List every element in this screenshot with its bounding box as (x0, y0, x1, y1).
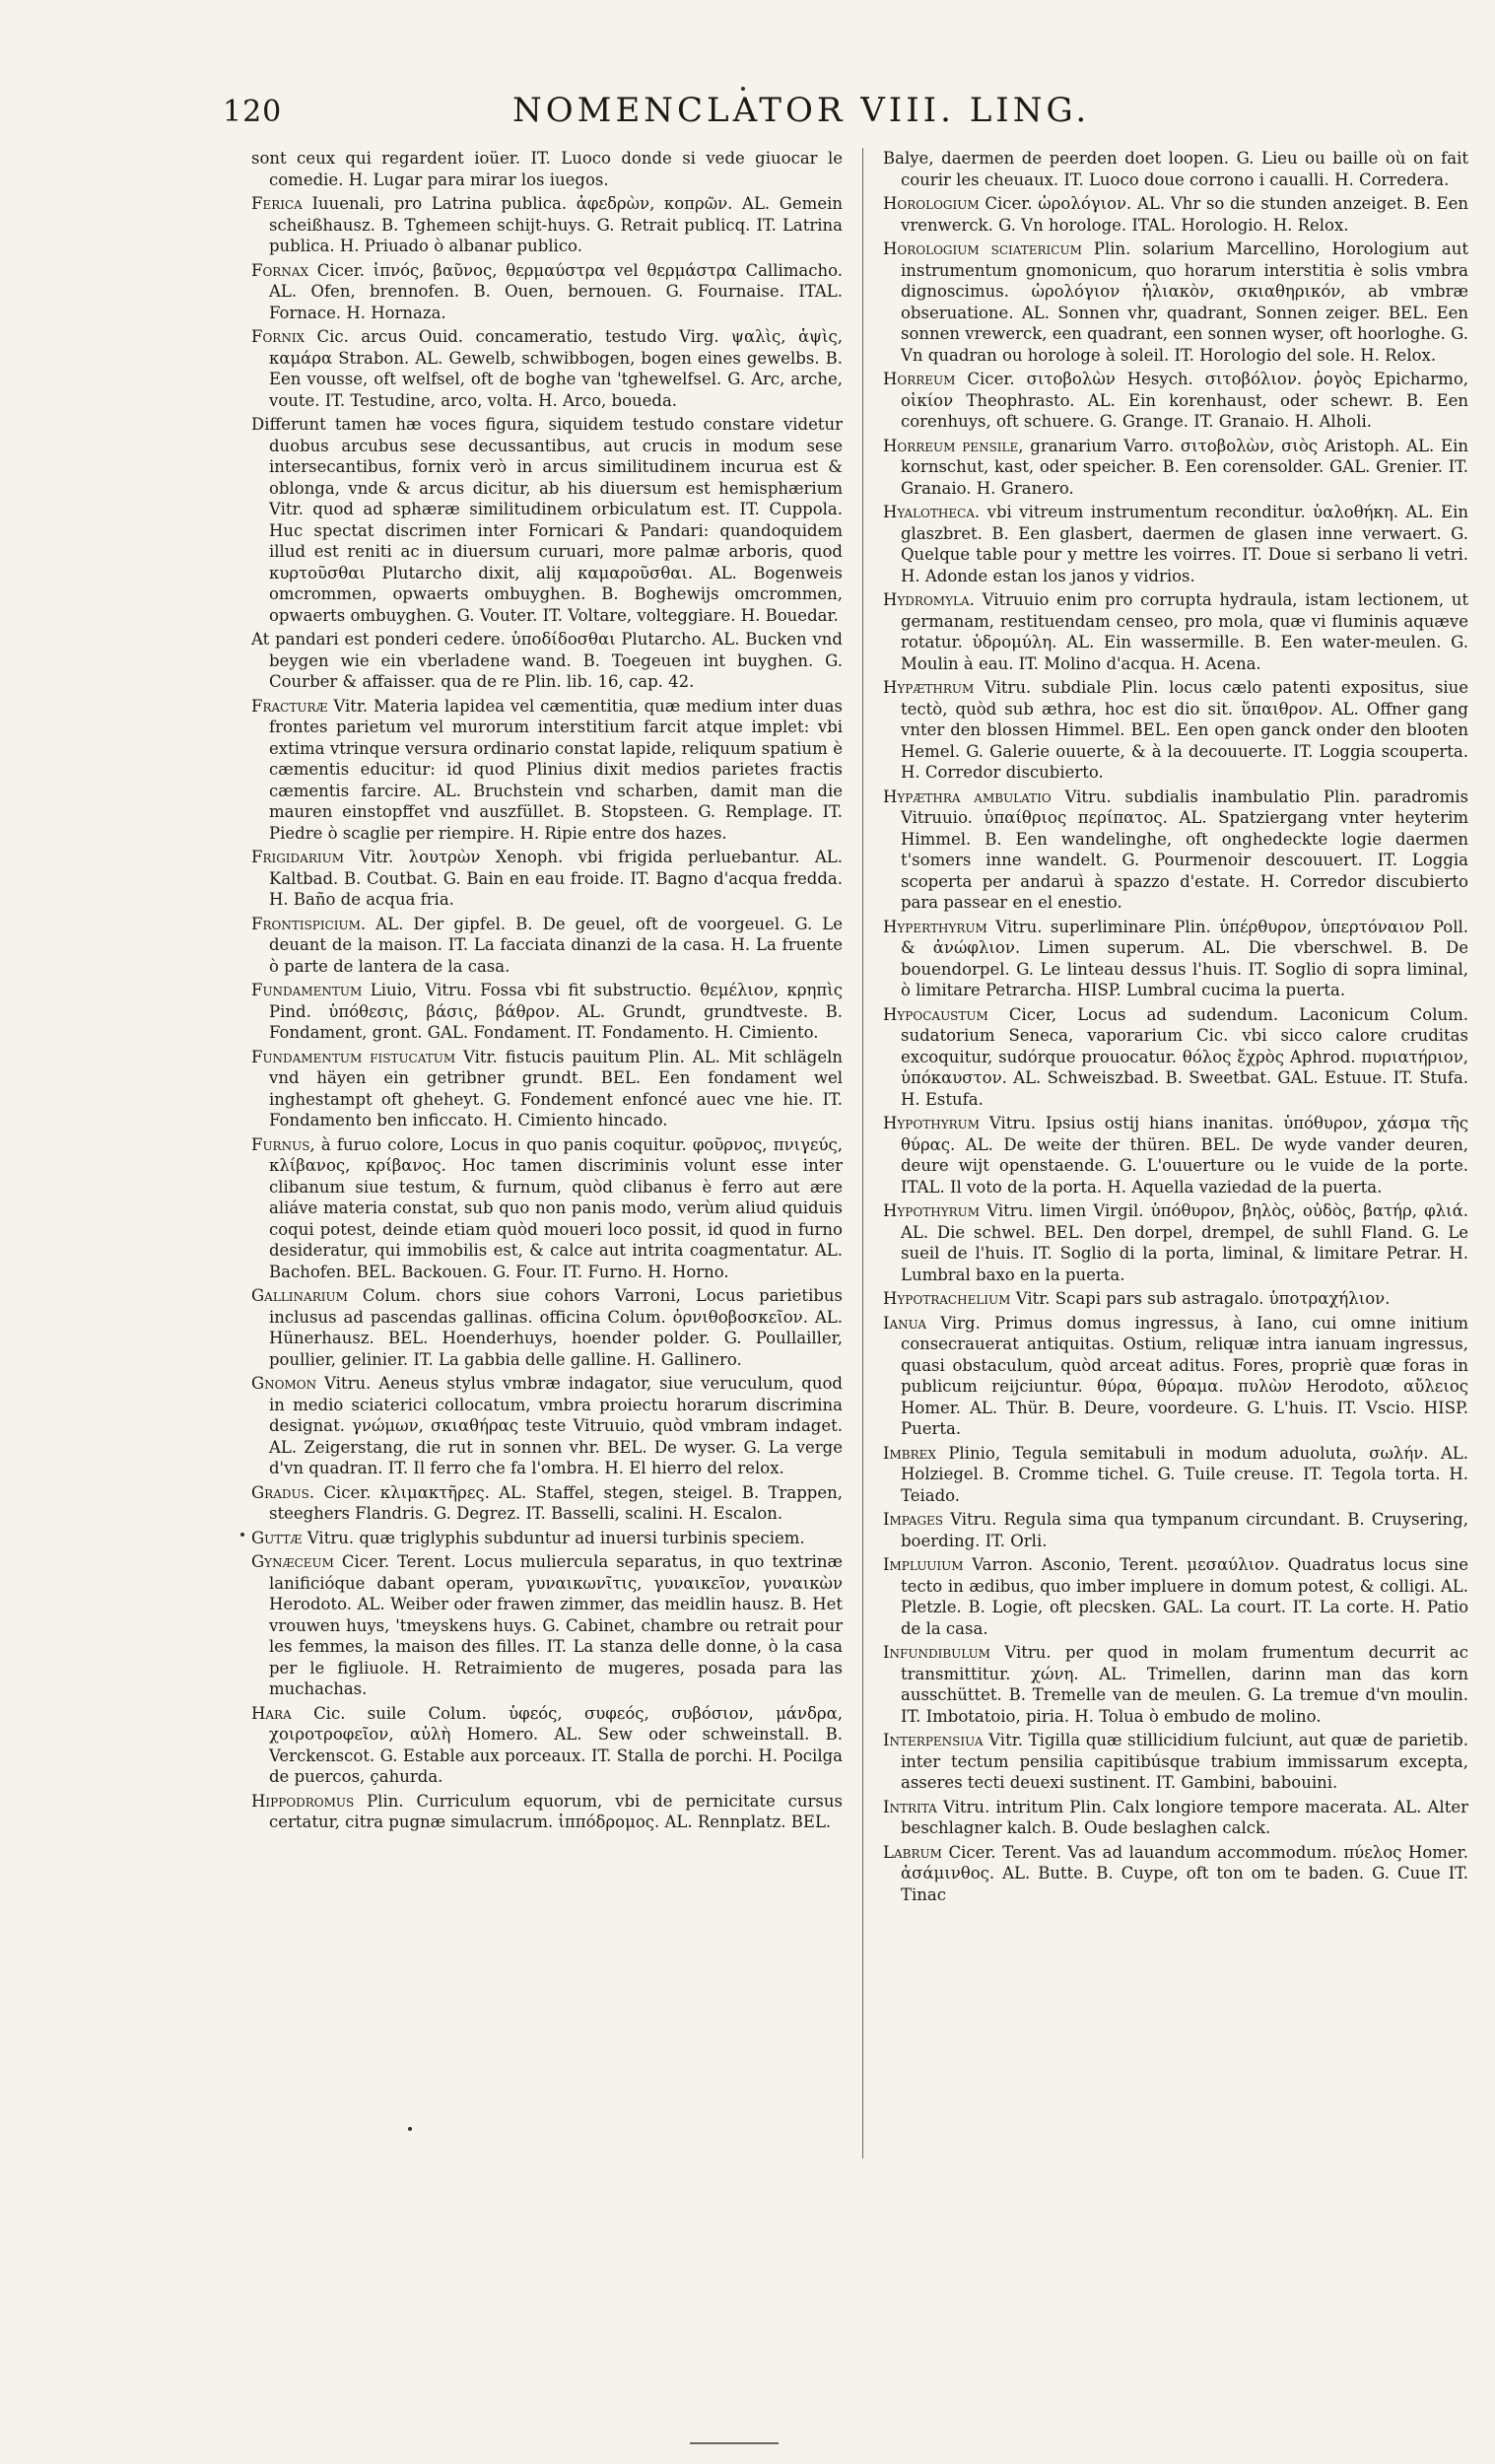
headword: Imbrex (883, 1443, 936, 1463)
dictionary-entry (251, 148, 843, 190)
dictionary-entry (251, 696, 843, 845)
entry-text: Cicer. ὡρολόγιον. AL. Vhr so die stunden anzeiget. B. Een vrenwerck. G. Vn horologe. ITAL. Horologio. H. Relox. (901, 194, 1468, 235)
entry-text: Vitru. superliminare Plin. ὑπέρθυρον, ὑπερτόναιον Poll. & ἀνώφλιον. Limen superum. AL. Die vberschwel. B. De bouendorpel. G. Le linteau dessus l'huis. IT. Soglio di sopra liminal, ò limitare Petrarcha. HISP. Lumbral cucima la puerta. (901, 917, 1468, 999)
headword: Furnus, (251, 1134, 315, 1154)
dictionary-entry (251, 260, 843, 324)
entry-text: Vitru. Regula sima qua tympanum circundant. B. Cruysering, boerding. IT. Orli. (901, 1510, 1468, 1550)
entry-text: Cicer. Terent. Locus muliercula separatus, in quo textrinæ lanificióque dabant operam, γυναικωνῖτις, γυναικεῖον, γυναικὼν Herodoto. AL. Weiber oder frawen zimmer, das meidlin hausz. B. Het vrouwen huys, 'tmeyskens huys. G. Cabinet, chambre ou retrait pour les femmes, la maison des filles. IT. La stanza delle donne, ò la casa per le figliuole. H. Retraimiento de mugeres, posada para las muchachas. (269, 1552, 843, 1698)
entry-text: Liuio, Vitru. Fossa vbi fit substructio. θεμέλιον, κρηπὶς Pind. ὑπόθεσις, βάσις, βάθρον. AL. Grundt, grundtveste. B. Fondament, gront. GAL. Fondament. IT. Fondamento. H. Cimiento. (269, 981, 843, 1042)
headword: Hypothyrum (883, 1114, 981, 1132)
dictionary-entry (883, 677, 1468, 784)
entry-text: Vitru. Ipsius ostij hians inanitas. ὑπόθυρον, χάσμα τῆς θύρας. AL. De weite der thüren. BEL. De wyde vander deuren, deure wijt openstaende. G. L'ouuerture ou le vuide de la porte. ITAL. Il voto de la porta. H. Aquella vaziedad de la puerta. (901, 1114, 1468, 1197)
dictionary-entry (883, 369, 1468, 433)
dictionary-entry (251, 629, 843, 693)
dictionary-entry (251, 1285, 843, 1370)
headword: Gradus. (251, 1482, 315, 1502)
dictionary-entry (883, 1288, 1468, 1310)
entry-text: Vitru. subdiale Plin. locus cælo patenti expositus, siue tectò, quòd sub æthra, hoc est dio sit. ὕπαιθρον. AL. Offner gang vnter den blossen Himmel. BEL. Een open ganck onder den blooten Hemel. G. Galerie ouuerte, & à la decouuerte. IT. Loggia scouperta. H. Corredor discubierto. (901, 678, 1468, 782)
entry-text: Differunt tamen hæ voces figura, siquidem testudo constare videtur duobus arcubus sese decussantibus, aut crucis in modum sese intersecantibus, fornix verò in arcus similitudinem incurua est & oblonga, vnde & arcus dicitur, ab his diuersum est hemisphærium Vitr. quod ad sphæræ similitudinem orbiculatum est. IT. Cuppola. Huc spectat discrimen inter Fornicari & Pandari: quandoquidem illud est reniti ac in diuersum curuari, more palmæ arboris, quod κυρτοῦσθαι Plutarcho dixit, alij καμαροῦσθαι. AL. Bogenweis omcrommen, opwaerts ombuyghen. B. Boghewijs omcrommen, opwaerts ombuyghen. G. Vouter. IT. Voltare, volteggiare. H. Bouedar. (251, 415, 843, 625)
dictionary-entry (251, 1134, 843, 1283)
entry-text: Cicer, Locus ad sudendum. Laconicum Colum. sudatorium Seneca, vaporarium Cic. vbi sicco calore cruditas excoquitur, sudórque prouocatur. θόλος ἔχρὸς Aphrod. πυριατήριον, ὑπόκαυστον. AL. Schweiszbad. B. Sweetbat. GAL. Estuue. IT. Stufa. H. Estufa. (901, 1004, 1468, 1109)
headword: Gynæceum (251, 1552, 334, 1571)
entry-text: Vitr. Scapi pars sub astragalo. ὑποτραχήλιον. (1015, 1289, 1391, 1308)
entry-text: Colum. chors siue cohors Varroni, Locus parietibus inclusus ad pascendas gallinas. officina Colum. ὀρνιθοβοσκεῖον. AL. Hünerhausz. BEL. Hoenderhuys, hoender polder. G. Poullailler, poullier, gelinier. IT. La gabbia delle galline. H. Gallinero. (269, 1286, 843, 1369)
column-divider (862, 148, 863, 2158)
entry-text: Cic. arcus Ouid. concameratio, testudo Virg. ψαλὶς, ἁψὶς, καμάρα Strabon. AL. Gewelb, schwibbogen, bogen eines gewelbs. B. Een vousse, oft welfsel, oft de boghe van 'tghewelfsel. G. Arc, arche, voute. IT. Testudine, arco, volta. H. Arco, boueda. (269, 327, 843, 410)
left-column (251, 148, 843, 2149)
headword: Horologium sciatericum (883, 240, 1082, 258)
entry-text: At pandari est ponderi cedere. ὑποδίδοσθαι Plutarcho. AL. Bucken vnd beygen wie ein vberladene wand. B. Toegeuen int buyghen. G. Courber & affaisser. qua de re Plin. lib. 16, cap. 42. (251, 630, 843, 691)
entry-text: Iuuenali, pro Latrina publica. ἀφεδρὼν, κοπρῶν. AL. Gemein scheißhausz. B. Tghemeen schijt-huys. G. Retrait publicq. IT. Latrina publica. H. Priuado ò albanar publico. (269, 194, 843, 255)
dictionary-entry (251, 1791, 843, 1833)
dictionary-entry (883, 1509, 1468, 1551)
dictionary-entry (883, 436, 1468, 500)
running-title: NOMENCLATOR VIII. LING. (512, 91, 1091, 130)
entry-text: Vitruuio enim pro corrupta hydraula, istam lectionem, ut germanam, restituendam censeo, pro mola, quæ vi fluminis aquæve rotatur. ὑδρομύλη. AL. Ein wassermille. B. Een water-meulen. G. Moulin à eau. IT. Molino d'acqua. H. Acena. (901, 590, 1468, 673)
entry-text: Vitru. Aeneus stylus vmbræ indagator, siue veruculum, quod in medio sciaterici collocatum, vmbra proiectu horarum discrimina designat. γνώμων, σκιαθήρας teste Vitruuio, quòd vmbram indaget. AL. Zeigerstang, die rut in sonnen vhr. BEL. De wyser. G. La verge d'vn quadran. IT. Il ferro che fa l'ombra. H. El hierro del relox. (269, 1374, 843, 1477)
headword: Hypocaustum (883, 1004, 988, 1024)
headword: Horreum (883, 370, 956, 388)
headword: Frigidarium (251, 848, 345, 866)
entry-text: Cic. suile Colum. ὑφεός, συφεός, συβόσιον, μάνδρα, χοιροτροφεῖον, αὐλὴ Homero. AL. Sew oder schweinstall. B. Verckenscot. G. Estable aux porceaux. IT. Stalla de porchi. H. Pocilga de puercos, çahurda. (269, 1703, 843, 1786)
headword: Gnomon (251, 1374, 317, 1393)
headword: Guttæ (251, 1528, 303, 1547)
headword: Horologium (883, 194, 980, 213)
dictionary-entry (251, 980, 843, 1044)
dictionary-entry (883, 787, 1468, 914)
headword: Hypæthra ambulatio (883, 787, 1052, 806)
headword: Fracturæ (251, 696, 328, 716)
headword: Interpensiua (883, 1731, 984, 1749)
headword: Impages (883, 1510, 944, 1529)
headword: Fornix (251, 327, 306, 346)
entry-text: Plin. solarium Marcellino, Horologium aut instrumentum gnomonicum, quo horarum interstitia è solis vmbra dignoscimus. ὡρολόγιον ἡλιακὸν, σκιαθηρικόν, ab vmbræ obseruatione. AL. Sonnen vhr, quadrant, Sonnen zeiger. BEL. Een sonnen vrewerck, een quadrant, een sonnen wyser, oft hoorloghe. G. Vn quadran ou horologe à soleil. IT. Horologio del sole. H. Relox. (901, 240, 1468, 365)
dictionary-entry (251, 326, 843, 411)
dictionary-entry (251, 914, 843, 978)
dictionary-entry (883, 1443, 1468, 1507)
headword: Infundibulum (883, 1643, 990, 1662)
dictionary-entry (251, 847, 843, 911)
dictionary-entry (251, 1047, 843, 1131)
dictionary-entry (883, 1554, 1468, 1639)
dictionary-entry (251, 414, 843, 626)
dictionary-entry (883, 1313, 1468, 1440)
entry-text: Vitr. λουτρὼν Xenoph. vbi frigida perluebantur. AL. Kaltbad. B. Coutbat. G. Bain en eau froide. IT. Bagno d'acqua fredda. H. Baño de acqua fria. (269, 848, 843, 909)
entry-text: Vitru. quæ triglyphis subduntur ad inuersi turbinis speciem. (306, 1528, 805, 1547)
entry-text: Vitru. subdialis inambulatio Plin. paradromis Vitruuio. ὑπαίθριος περίπατος. AL. Spatziergang vnter heyterim Himmel. B. Een wandelinghe, oft onghedeckte logie daermen t'somers inne wandelt. G. Pourmenoir descouuert. IT. Loggia scoperta per andaruì à spazzo d'estate. H. Corredor discubierto para passear en el enestio. (901, 787, 1468, 912)
entry-text: Cicer. κλιμακτῆρες. AL. Staffel, stegen, steigel. B. Trappen, steeghers Flandris. G. Degrez. IT. Basselli, scalini. H. Escalon. (269, 1482, 843, 1523)
dictionary-entry (883, 589, 1468, 674)
dictionary-entry (251, 1528, 843, 1549)
headword: Fornax (251, 260, 309, 280)
headword: Labrum (883, 1842, 942, 1862)
entry-text: à furuo colore, Locus in quo panis coquitur. φοῦρνος, πνιγεύς, κλίβανος, κρίβανος. Hoc tamen discriminis volunt esse inter clibanum siue testum, & furnum, quòd clibanus è ferro aut ære aliáve materia constat, sub quo non panis modo, verùm aliud quiduis coqui potest, deinde etiam quòd moueri loco possit, id quod in furno desideratur, qui immobilis est, & calce aut intrita coagmentatur. AL. Bachofen. BEL. Backouen. G. Four. IT. Furno. H. Horno. (269, 1134, 843, 1281)
dictionary-entry (251, 1703, 843, 1788)
headword: Hypotrachelium (883, 1289, 1011, 1308)
dictionary-entry (883, 1842, 1468, 1906)
headword: Hara (251, 1703, 292, 1723)
headword: Ferica (251, 194, 303, 213)
entry-text: Plinio, Tegula semitabuli in modum aduoluta, σωλήν. AL. Holziegel. B. Cromme tichel. G. Tuile creuse. IT. Tegola torta. H. Teiado. (901, 1443, 1468, 1505)
dictionary-entry (883, 1113, 1468, 1198)
entry-text: Cicer. Terent. Vas ad lauandum accommodum. πύελος Homer. ἀσάμινθος. AL. Butte. B. Cuype, oft ton om te baden. G. Cuue IT. Tinac (901, 1842, 1468, 1904)
dictionary-entry (251, 1373, 843, 1479)
entry-text: Vitr. Materia lapidea vel cæmentitia, quæ medium inter duas frontes parietum vel murorum interstitium farcit atque implet: vbi extima vtrinque versura ordinario constat lapide, reliquum spatium è cæmentis educitur: id quod Plinius dixit medios parietes fractis cæmentis farcire. AL. Bruchstein vnd scharben, damit man die mauren einstopffet vnd auszfüllet. B. Stopsteen. G. Remplage. IT. Piedre ò scaglie per riempire. H. Ripie entre dos hazes. (269, 696, 843, 843)
entry-text: Cicer. σιτοβολὼν Hesych. σιτοβόλιον. ῥογὸς Epicharmo, οἰκίον Theophrasto. AL. Ein korenhaust, oder schewr. B. Een corenhuys, oft schuere. G. Grange. IT. Granaio. H. Alholi. (901, 370, 1468, 431)
entry-text: vbi vitreum instrumentum reconditur. ὑαλοθήκη. AL. Ein glaszbret. B. Een glasbert, daermen de glasen inne verwaert. G. Quelque table pour y mettre les voirres. IT. Doue si serbano li vetri. H. Adonde estan los janos y vidrios. (901, 503, 1468, 585)
headword: Hippodromus (251, 1791, 355, 1811)
entry-text: granarium Varro. σιτοβολὼν, σιὸς Aristoph. AL. Ein kornschut, kast, oder speicher. B. Een corensolder. GAL. Grenier. IT. Granaio. H. Granero. (901, 436, 1468, 498)
dictionary-entry (883, 1200, 1468, 1285)
headword: Impluuium (883, 1555, 964, 1574)
dictionary-entry (251, 1482, 843, 1525)
ink-speck (240, 1533, 244, 1537)
headword: Hyalotheca. (883, 503, 981, 521)
right-column (883, 148, 1468, 2149)
entry-text: Vitr. Tigilla quæ stillicidium fulciunt, aut quæ de parietib. inter tectum pensilia capitibúsque trabium immissarum excepta, asseres tecti deuexi sustinent. IT. Gambini, babouini. (901, 1731, 1468, 1792)
entry-text: Varron. Asconio, Terent. μεσαύλιον. Quadratus locus sine tecto in ædibus, quo imber impluere in domum potest, & colligi. AL. Pletzle. B. Logie, oft plecsken. GAL. La court. IT. La corte. H. Patio de la casa. (901, 1555, 1468, 1638)
entry-text: Cicer. ἰπνός, βαῦνος, θερμαύστρα vel θερμάστρα Callimacho. AL. Ofen, brennofen. B. Ouen, bernouen. G. Fournaise. ITAL. Fornace. H. Hornaza. (269, 260, 843, 322)
dictionary-entry (883, 239, 1468, 366)
headword: Ianua (883, 1313, 927, 1333)
headword: Hypæthrum (883, 678, 975, 697)
entry-text: sont ceux qui regardent ioüer. IT. Luoco donde si vede giuocar le comedie. H. Lugar para mirar los iuegos. (251, 149, 843, 189)
dictionary-entry (883, 1642, 1468, 1727)
headword: Hyperthyrum (883, 917, 987, 936)
footer-rule (690, 2442, 779, 2444)
dictionary-entry (883, 193, 1468, 236)
entry-text: Plin. Curriculum equorum, vbi de pernicitate cursus certatur, citra pugnæ simulacrum. ἱππόδρομος. AL. Rennplatz. BEL. (269, 1791, 843, 1831)
ink-speck (741, 87, 745, 91)
headword: Hypothyrum (883, 1201, 981, 1220)
page-number: 120 (223, 95, 283, 129)
headword: Hydromyla. (883, 590, 975, 609)
dictionary-entry (251, 193, 843, 257)
headword: Frontispicium. (251, 914, 367, 933)
dictionary-entry (883, 1730, 1468, 1794)
entry-text: Vitru. limen Virgil. ὑπόθυρον, βηλὸς, οὐδὸς, βατήρ, φλιά. AL. Die schwel. BEL. Den dorpel, drempel, de suhll Fland. G. Le sueil de l'huis. IT. Soglio di la porta, liminal, & limitare Petrar. H. Lumbral baxo en la puerta. (901, 1201, 1468, 1284)
dictionary-entry (883, 917, 1468, 1001)
dictionary-entry (883, 148, 1468, 190)
entry-text: Vitr. fistucis pauitum Plin. AL. Mit schlägeln vnd häyen ein getribner grundt. BEL. Een fondament wel inghestampt oft gheheyt. G. Fondement enfoncé auec vne hie. IT. Fondamento ben inficcato. H. Cimiento hincado. (269, 1047, 843, 1129)
ink-speck (408, 2127, 412, 2131)
entry-text: Virg. Primus domus ingressus, à Iano, cui omne initium consecrauerat antiquitas. Ostium, reliquæ intra ianuam ingressus, quasi obstaculum, quòd arceat aditus. Fores, propriè quæ foras in publicum reijciuntur. θύρα, θύραμα. πυλὼν Herodoto, αὔλειος Homer. AL. Thür. B. Deure, voordeure. G. L'huis. IT. Vscio. HISP. Puerta. (901, 1313, 1468, 1438)
headword: Fundamentum fistucatum (251, 1047, 456, 1066)
entry-text: Vitru. per quod in molam frumentum decurrit ac transmittitur. χώνη. AL. Trimellen, darinn man das korn ausschüttet. B. Tremelle van de meulen. G. La tremue d'vn moulin. IT. Imbotatoio, piria. H. Tolua ò embudo de molino. (901, 1643, 1468, 1726)
headword: Fundamentum (251, 981, 363, 999)
dictionary-entry (883, 1797, 1468, 1839)
headword: Gallinarium (251, 1286, 348, 1305)
entry-text: Vitru. intritum Plin. Calx longiore tempore macerata. AL. Alter beschlagner kalch. B. Oude beslaghen calck. (901, 1797, 1468, 1837)
dictionary-entry (883, 1004, 1468, 1111)
headword: Intrita (883, 1797, 937, 1816)
page-header (0, 91, 1495, 134)
dictionary-entry (883, 502, 1468, 586)
entry-text: AL. Der gipfel. B. De geuel, oft de voorgeuel. G. Le deuant de la maison. IT. La facciata dinanzi de la casa. H. La fruente ò parte de lantera de la casa. (269, 914, 843, 976)
headword: Horreum pensile, (883, 436, 1024, 455)
entry-text: Balye, daermen de peerden doet loopen. G. Lieu ou baille où on fait courir les cheuaux. IT. Luoco doue corrono i caualli. H. Corredera. (883, 149, 1468, 189)
dictionary-entry (251, 1551, 843, 1700)
